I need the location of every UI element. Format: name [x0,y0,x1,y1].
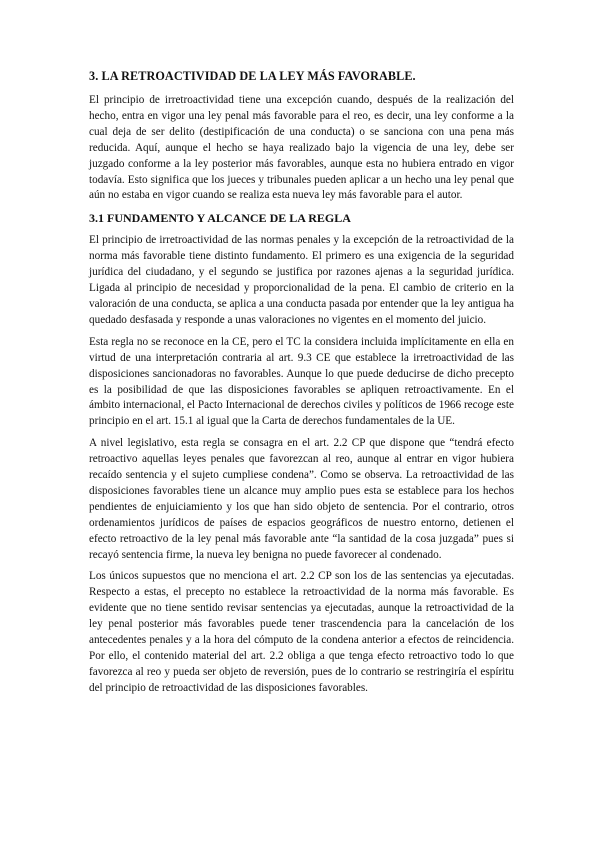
paragraph-nivel-legislativo: A nivel legislativo, esta regla se consagra en el art. 2.2 CP que dispone que “tendrá efecto retroactivo aquellas leyes penales que favorezcan al reo, aunque al entrar en vigor hubiera recaído sentencia y el sujeto cumpliese condena”. Como se observa. La retroactividad de las disposiciones favorables tiene un alcance muy amplio pues esta se establece para los hechos pendientes de enjuiciamiento y los que han sido objeto de sentencia. Por el contrario, otros ordenamientos jurídicos de países de espacios geográficos de nuestro entorno, detienen el efecto retroactivo de la ley penal más favorable ante “la santidad de la cosa juzgada” pues si recayó sentencia firme, la nueva ley benigna no puede favorecer al condenado. [89,437,514,561]
document-body [89,68,514,703]
section-title: 3. LA RETROACTIVIDAD DE LA LEY MÁS FAVORABLE. [89,69,416,83]
subsection-title: 3.1 FUNDAMENTO Y ALCANCE DE LA REGLA [89,211,351,226]
paragraph-sentencias-ejecutadas: Los únicos supuestos que no menciona el art. 2.2 CP son los de las sentencias ya ejecutadas. Respecto a estas, el precepto no establece la retroactividad de la norma más favorable. Es evidente que no tiene sentido revisar sentencias ya ejecutadas, aunque la retroactividad de la ley penal posterior más favorables puede tener trascendencia para la cancelación de los antecedentes penales y a la hora del cómputo de la condena anterior a efectos de reincidencia. Por ello, el contenido material del art. 2.2 obliga a que tenga efecto retroactivo todo lo que favorezca al reo y pueda ser objeto de reversión, pues de lo contrario se restringiría el espíritu del principio de retroactividad de las disposiciones favorables. [89,570,514,694]
paragraph-fundamento: El principio de irretroactividad de las normas penales y la excepción de la retroactividad de la norma más favorable tiene distinto fundamento. El primero es una exigencia de la seguridad jurídica del ciudadano, y el segundo se justifica por razones ajenas a la seguridad jurídica. Ligada al principio de necesidad y proporcionalidad de la pena. El cambio de criterio en la valoración de una conducta, se aplica a una conducta pasada por entender que la ley antigua ha quedado desfasada y responde a unas valoraciones no vigentes en el momento del juicio. [89,234,514,326]
section-intro-paragraph: El principio de irretroactividad tiene una excepción cuando, después de la realización del hecho, entra en vigor una ley penal más favorable para el reo, es decir, una ley conforme a la cual deja de ser delito (destipificación de una conducta) o se sanciona con una pena más reducida. Aquí, aunque el hecho se haya realizado bajo la vigencia de una ley, debe ser juzgado conforme a la ley posterior más favorables, aunque esta no hubiera entrado en vigor todavía. Esto significa que los jueces y tribunales pueden aplicar a un hecho una ley penal que aún no estaba en vigor cuando se realiza esta nueva ley más favorable para el autor. [89,94,514,202]
paragraph-constitucion: Esta regla no se reconoce en la CE, pero el TC la considera incluida implícitamente en ella en virtud de una interpretación contraria al art. 9.3 CE que establece la irretroactividad de las disposiciones sancionadoras no favorables. Aunque lo que puede deducirse de dicho precepto es la posibilidad de que las disposiciones favorables se apliquen retroactivamente. En el ámbito internacional, el Pacto Internacional de derechos civiles y políticos de 1966 recoge este principio en el art. 15.1 al igual que la Carta de derechos fundamentales de la UE. [89,335,514,428]
